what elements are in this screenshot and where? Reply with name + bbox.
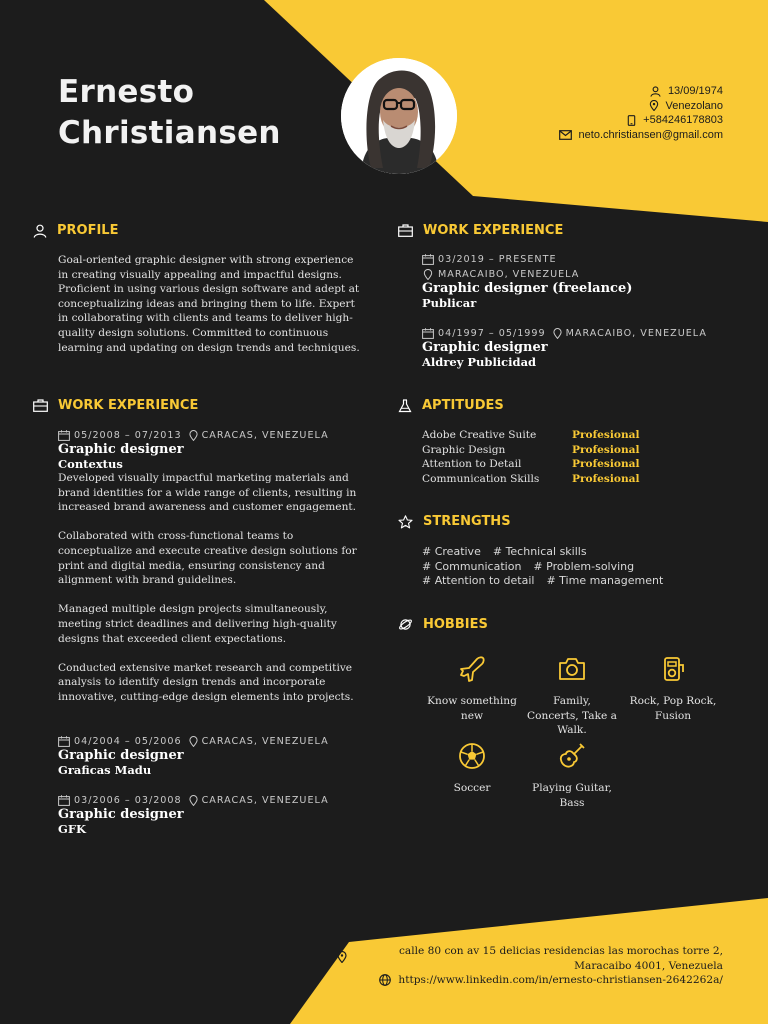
job-company: GFK [58,822,86,836]
job-entry [58,734,368,777]
aptitude-row: Attention to Detail Profesional [422,458,640,471]
nationality-row: Venezolano [559,99,723,114]
hobby-item: Playing Guitar, Bass [526,741,618,810]
soccer-ball-icon [457,741,487,771]
globe-icon [379,974,391,986]
plane-icon [457,654,487,684]
aptitude-row: Communication Skills Profesional [422,472,640,485]
job-entry [422,252,742,310]
strengths-heading: STRENGTHS [398,514,511,529]
calendar-icon [58,430,70,441]
job-paragraph: Managed multiple design projects simultaneously, meeting strict deadlines and delivering high-quality designs that exceeded client expectations. [58,603,337,645]
job-meta: 04/1997 – 05/1999 MARACAIBO, VENEZUELA [422,326,752,340]
job-entry [58,793,368,836]
job-company: Graficas Madu [58,763,152,777]
phone-row: +584246178803 [559,113,723,128]
aptitude-row: Graphic Design Profesional [422,443,640,456]
strength-row [422,560,742,575]
music-player-icon [658,654,688,684]
hobby-item: Rock, Pop Rock, Fusion [627,654,719,723]
address: calle 80 con av 15 delicias residencias las morochas torre 2, Maracaibo 4001, Venezuela [398,945,723,972]
aptitude-row: Adobe Creative Suite Profesional [422,429,640,441]
calendar-icon [58,736,70,747]
location-pin-icon [649,100,659,111]
job-company: Contextus [58,457,123,471]
job-date: 03/2019 – PRESENTE [422,252,742,266]
location-pin-icon [189,736,198,747]
strength-tag: # Attention to detail [422,574,535,588]
work-experience-heading-right: WORK EXPERIENCE [398,223,563,238]
strength-row [422,545,742,560]
email-row[interactable]: neto.christiansen@gmail.com [559,128,723,143]
location-pin-icon [337,951,347,963]
profile-photo [341,58,457,174]
aptitudes-heading: APTITUDES [398,398,504,413]
location-pin-icon [553,328,562,339]
strength-tag: # Technical skills [492,545,587,558]
strength-tag: # Creative [422,545,481,558]
job-location: MARACAIBO, VENEZUELA [422,267,742,281]
strength-row [422,574,742,589]
job-role: Graphic designer [58,807,184,822]
hobby-item: Family, Concerts, Take a Walk. [526,654,618,738]
hobby-item: Soccer [426,741,518,796]
candidate-name: Ernesto Christiansen [58,74,281,151]
birthdate-row: 13/09/1974 [559,84,723,99]
location-pin-icon [189,795,198,806]
profile-text: Goal-oriented graphic designer with strong experience in creating visually appealing and impactful designs. Proficient in using various design software and adept at conceptualizing ideas and bringing them to life. Expert in collaborating with clients and teams to deliver high-quality design solutions. Committed to continuous learning and updating on design trends and techniques. [58,254,360,354]
strength-tag: # Time management [546,574,664,588]
job-meta: 04/2004 – 05/2006 CARACAS, VENEZUELA [58,734,368,748]
job-role: Graphic designer [58,442,184,457]
planet-icon [398,617,413,632]
hobbies-heading: HOBBIES [398,617,488,632]
location-pin-icon [422,269,434,280]
calendar-icon [58,795,70,806]
job-paragraph: Conducted extensive market research and competitive analysis to identify design trends and incorporate innovative, cutting-edge design elements into projects. [58,661,354,703]
job-entry [422,326,752,369]
briefcase-icon [398,224,413,237]
strength-tag: # Communication [422,559,522,573]
person-icon [33,224,47,238]
email-icon [559,130,572,140]
star-icon [398,515,413,529]
calendar-icon [422,328,434,339]
briefcase-icon [33,399,48,412]
linkedin-link[interactable]: https://www.linkedin.com/in/ernesto-christiansen-2642262a/ [398,974,723,986]
job-paragraph: Developed visually impactful marketing materials and brand identities for a wide range of clients, resulting in increased brand awareness and customer engagement. [58,472,357,514]
hobby-item: Know something new [426,654,518,723]
contact-info [559,84,723,142]
job-entry [58,428,368,705]
work-experience-heading: WORK EXPERIENCE [33,398,198,413]
strengths-list [422,545,742,589]
job-company: Publicar [422,296,477,310]
profile-heading: PROFILE [33,223,118,238]
phone-icon [627,115,636,126]
strength-tag: # Problem-solving [533,559,635,573]
job-meta: 05/2008 – 07/2013 CARACAS, VENEZUELA [58,428,368,442]
aptitudes-list [422,428,722,486]
job-role: Graphic designer [58,748,184,763]
job-paragraph: Collaborated with cross-functional teams to conceptualize and execute creative design solutions for print and digital media, ensuring consistency and alignment with brand guidelines. [58,530,357,587]
flask-icon [398,399,412,413]
linkedin-row[interactable] [379,973,723,988]
location-pin-icon [189,430,198,441]
person-icon [650,86,661,97]
job-meta: 03/2006 – 03/2008 CARACAS, VENEZUELA [58,793,368,807]
calendar-icon [422,254,434,265]
job-role: Graphic designer (freelance) [422,281,633,296]
camera-icon [557,654,587,684]
job-role: Graphic designer [422,340,548,355]
guitar-icon [557,741,587,771]
job-company: Aldrey Publicidad [422,355,537,369]
